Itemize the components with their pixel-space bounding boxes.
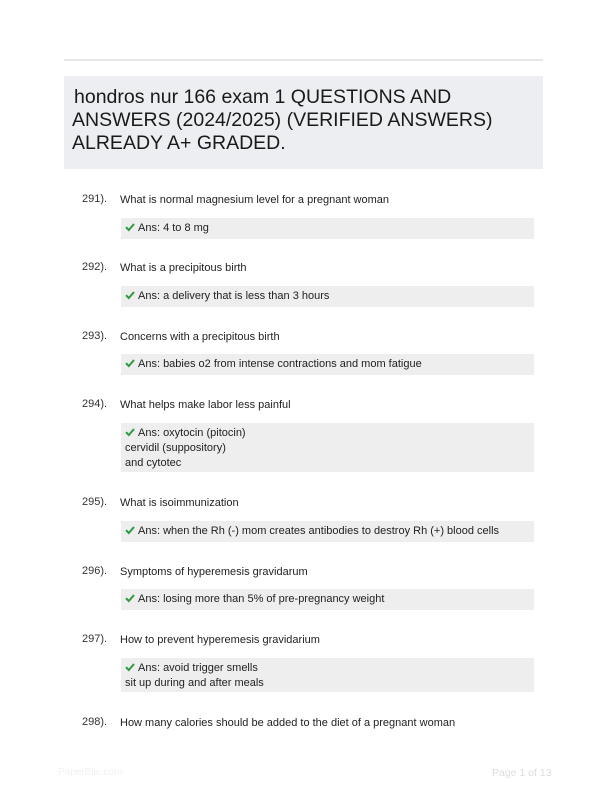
question-text: Concerns with a precipitous birth — [120, 331, 280, 343]
document-title: hondros nur 166 exam 1 QUESTIONS AND ANSWERS (2024/2025) (VERIFIED ANSWERS) ALREADY A+ GRADED. — [72, 86, 493, 154]
question-text: What is normal magnesium level for a pregnant woman — [120, 194, 390, 206]
question-number: 295). — [82, 496, 108, 508]
footer-site-watermark: PaperBlic.com — [58, 767, 123, 778]
question-text: What is a precipitous birth — [120, 262, 247, 274]
answer-box — [121, 286, 534, 307]
question-number: 294). — [82, 398, 108, 410]
question-text: What is isoimmunization — [120, 497, 239, 509]
answer-line: Ans: oxytocin (pitocin) — [125, 426, 530, 441]
document-title-banner — [64, 76, 543, 169]
answer-line: Ans: avoid trigger smells — [125, 661, 530, 676]
answer-line: Ans: 4 to 8 mg — [125, 221, 530, 236]
answer-line: sit up during and after meals — [125, 677, 264, 689]
checkmark-icon — [125, 222, 135, 232]
question-number: 293). — [82, 330, 108, 342]
question-text: How to prevent hyperemesis gravidarium — [120, 634, 320, 646]
answer-box — [121, 218, 534, 239]
answer-line: Ans: losing more than 5% of pre-pregnancy weight — [125, 592, 530, 607]
answer-line: cervidil (suppository) — [125, 442, 226, 454]
page-indicator: Page 1 of 13 — [492, 767, 552, 779]
checkmark-icon — [125, 593, 135, 603]
answer-line: Ans: when the Rh (-) mom creates antibodies to destroy Rh (+) blood cells — [125, 524, 530, 539]
answer-box — [121, 658, 534, 692]
checkmark-icon — [125, 358, 135, 368]
question-text: What helps make labor less painful — [120, 399, 291, 411]
answer-line: Ans: a delivery that is less than 3 hours — [125, 289, 530, 304]
checkmark-icon — [125, 427, 135, 437]
answer-box — [121, 521, 534, 542]
answer-box — [121, 354, 534, 375]
question-text: How many calories should be added to the diet of a pregnant woman — [120, 717, 456, 729]
question-number: 296). — [82, 565, 108, 577]
answer-line: and cytotec — [125, 457, 182, 469]
top-divider — [64, 59, 543, 61]
question-number: 291). — [82, 193, 108, 205]
question-number: 297). — [82, 633, 108, 645]
question-text: Symptoms of hyperemesis gravidarum — [120, 566, 308, 578]
question-number: 292). — [82, 261, 108, 273]
checkmark-icon — [125, 525, 135, 535]
answer-line: Ans: babies o2 from intense contractions and mom fatigue — [125, 357, 530, 372]
answer-box — [121, 423, 534, 472]
answer-box — [121, 589, 534, 610]
checkmark-icon — [125, 290, 135, 300]
checkmark-icon — [125, 662, 135, 672]
question-number: 298). — [82, 716, 108, 728]
